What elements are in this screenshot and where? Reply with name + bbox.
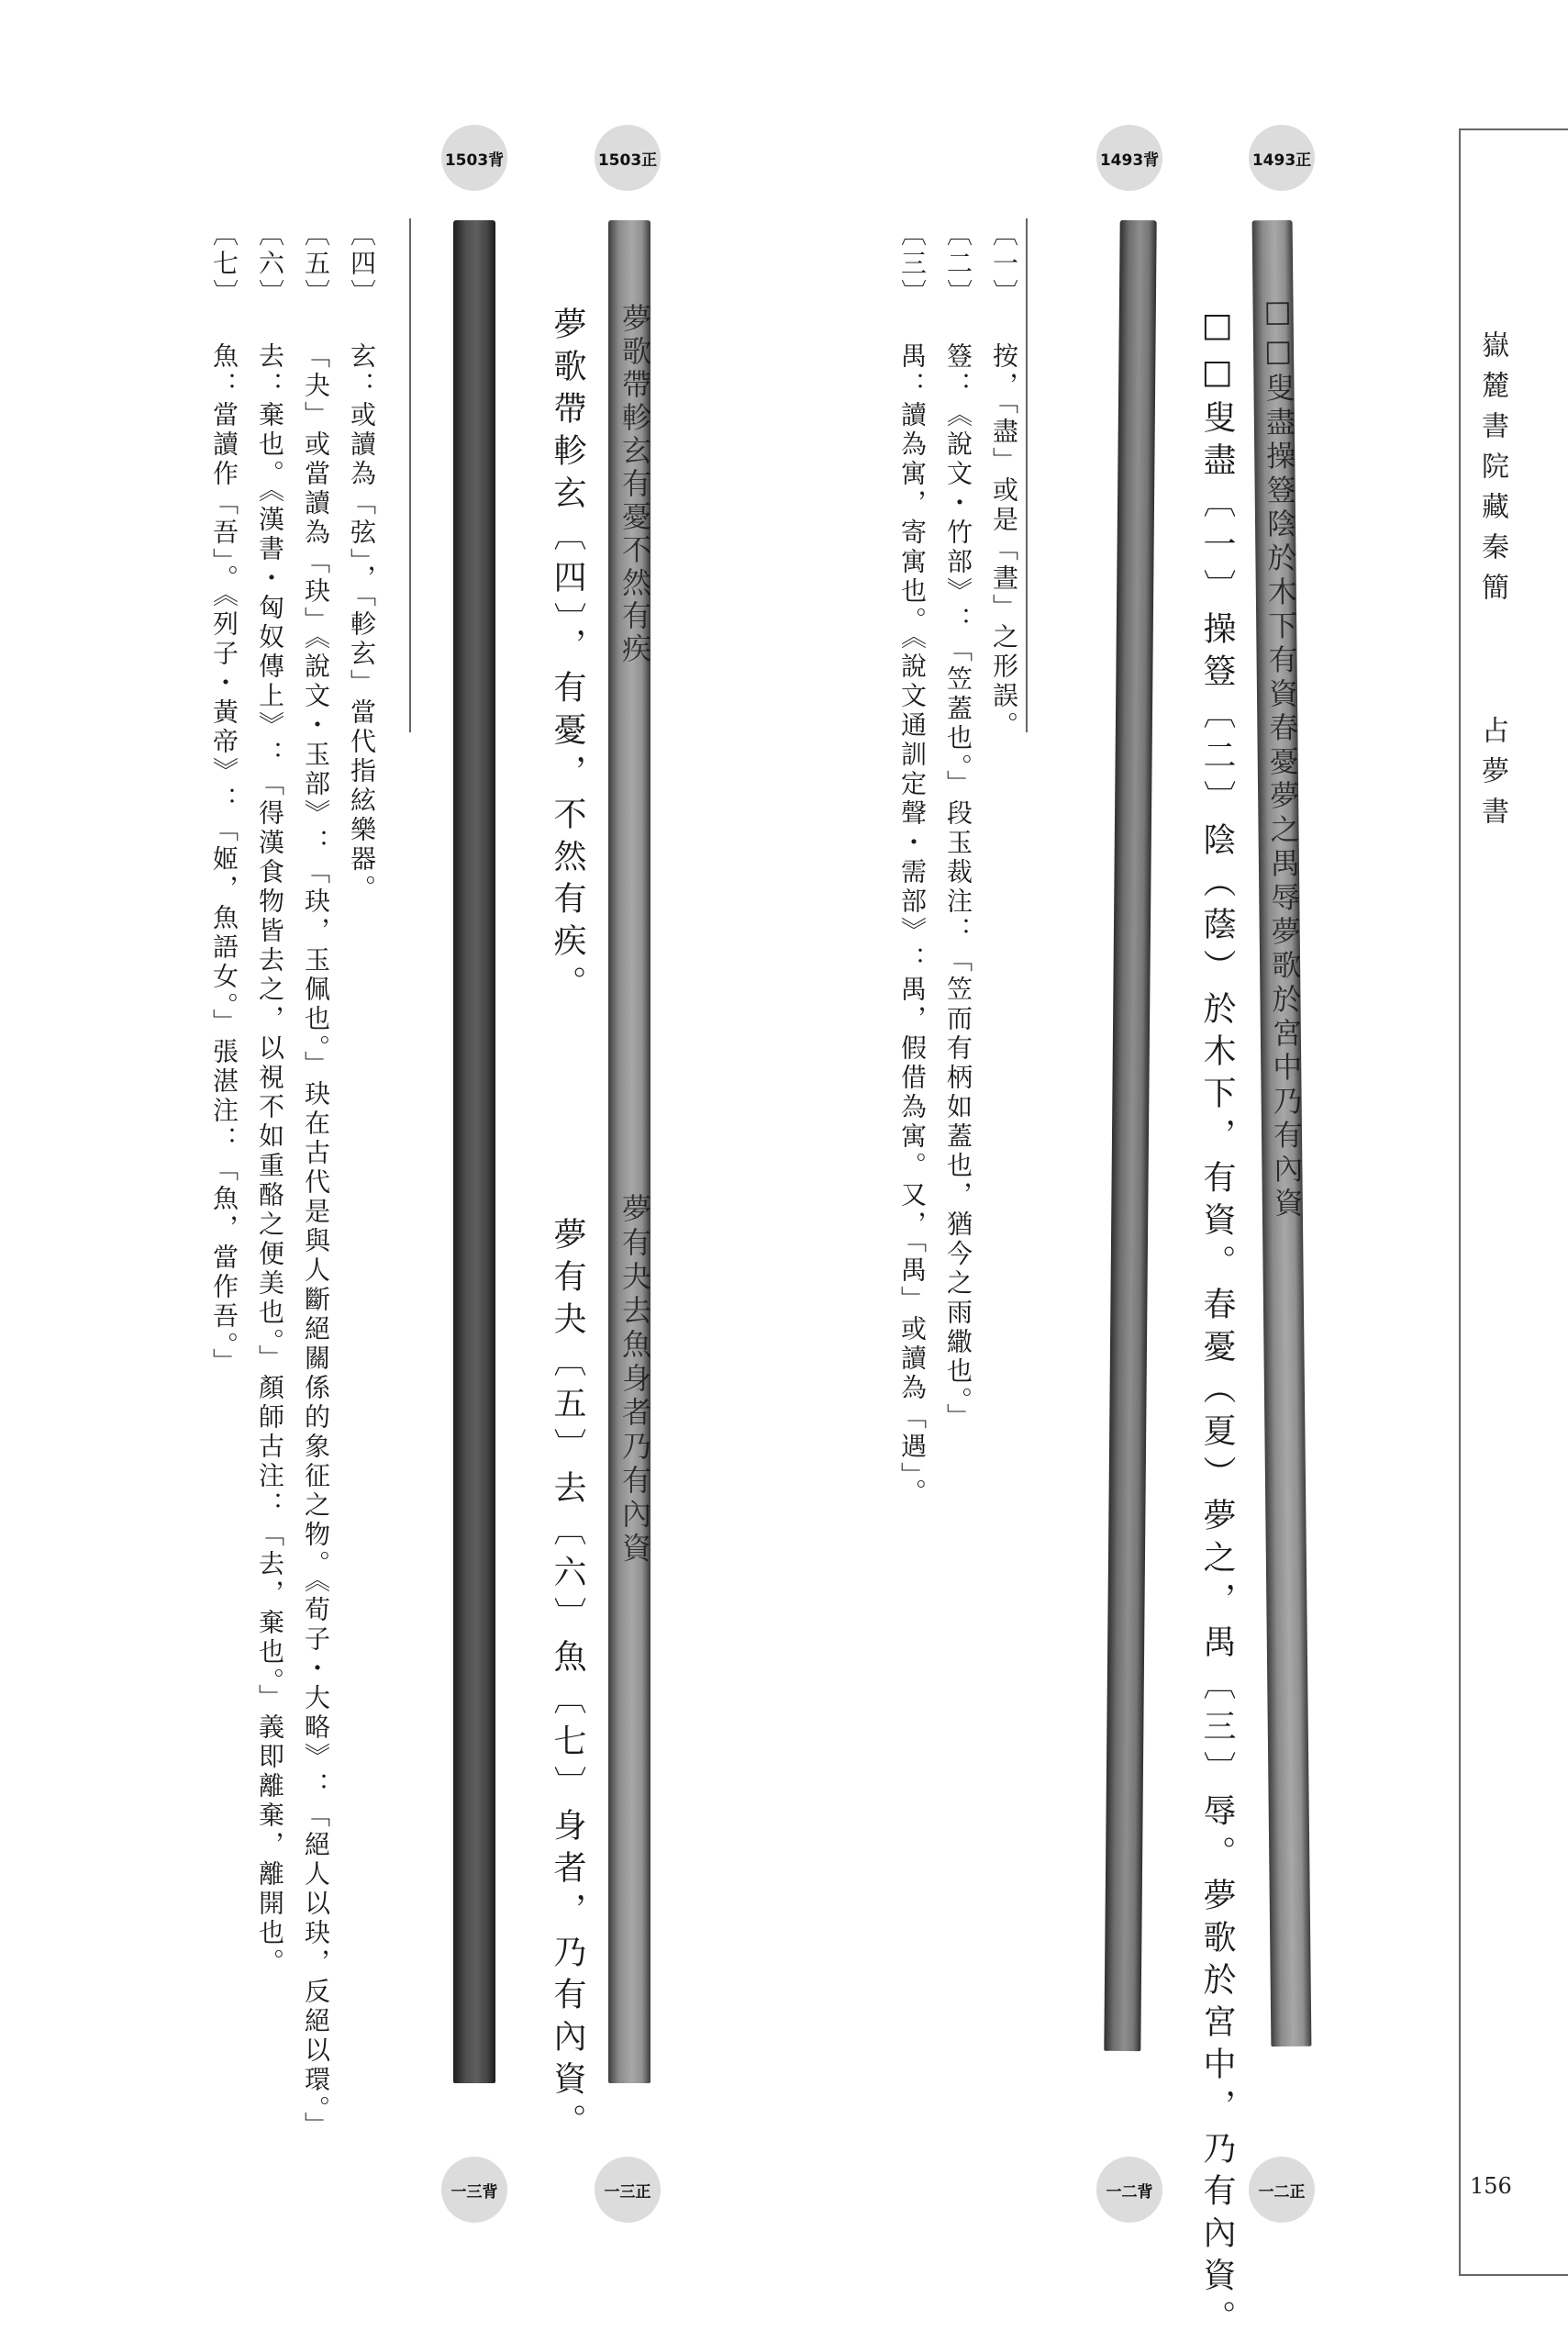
note-3: 〔三〕 禺：讀為寓，寄寓也。《說文通訓定聲・需部》：禺，假借為寓。又，「禺」或讀為「遇」。 [897, 220, 928, 1508]
note-4: 〔四〕 玄：或讀為「弦」，「軫玄」當代指絃樂器。 [347, 220, 377, 904]
note-7: 〔七〕 魚：當讀作「吾」。《列子・黃帝》：「姬，魚語女。」張湛注：「魚，當作吾。」 [209, 220, 239, 1377]
badge-12-back: 一二背 [1096, 2157, 1162, 2223]
slip-1503-front-ink-a: 夢歌帶軫玄有憂不然有疾 [617, 303, 652, 666]
badge-1503-front: 1503正 [595, 125, 661, 191]
note-5: 〔五〕 「夬」或當讀為「玦」《說文・玉部》：「玦，玉佩也。」玦在古代是與人斷絕關係的象征之物。《荀子・大略》：「絕人以玦，反絕以環。」 [301, 220, 331, 2141]
slip-1503-front-photo [608, 220, 651, 2083]
note-2: 〔二〕 簦：《說文・竹部》：「笠蓋也。」段玉裁注：「笠而有柄如蓋也，猶今之雨繖也。」 [943, 220, 973, 1433]
badge-13-back: 一三背 [441, 2157, 507, 2223]
slip-1493-front-ink: □□叟盡操簦陰於木下有資春憂夢之禺辱夢歌於宮中乃有內資 [1260, 293, 1306, 1222]
badge-1493-front: 1493正 [1249, 125, 1315, 191]
slip-1503-back-photo [453, 220, 495, 2083]
badge-1493-back: 1493背 [1096, 125, 1162, 191]
transcription-slip-1493: □□叟盡〔一〕操簦〔二〕陰（蔭）於木下，有資。春憂（夏）夢之，禺〔三〕辱。夢歌於宮中，乃有內資。 [1198, 307, 1236, 2342]
sidebar-divider [1459, 128, 1461, 2276]
transcription-slip-1503-b: 夢有夬〔五〕去〔六〕魚〔七〕身者，乃有內資。 [549, 1217, 586, 2146]
sidebar-top-rule [1459, 128, 1568, 130]
notes-right-rule [1026, 218, 1028, 732]
page-number: 156 [1470, 2173, 1512, 2199]
section-title: 占夢書 [1476, 716, 1508, 837]
book-title: 嶽麓書院藏秦簡 [1476, 330, 1508, 613]
note-6: 〔六〕 去：棄也。《漢書・匈奴傳上》：「得漢食物皆去之，以視不如重酪之便美也。」顏師古注：「去，棄也。」義即離棄，離開也。 [255, 220, 285, 1978]
notes-left-rule [409, 218, 411, 732]
badge-1503-back: 1503背 [441, 125, 507, 191]
slip-1503-front-ink-b: 夢有夬去魚身者乃有內資 [617, 1193, 652, 1567]
badge-13-front: 一三正 [595, 2157, 661, 2223]
badge-12-front: 一二正 [1249, 2157, 1315, 2223]
slip-1493-back-photo [1104, 220, 1156, 2051]
sidebar-bottom-rule [1459, 2274, 1568, 2276]
note-1: 〔一〕 按，「盡」或是「晝」之形誤。 [989, 220, 1019, 741]
slip-1493-front-photo [1252, 220, 1312, 2046]
transcription-slip-1503-a: 夢歌帶軫玄〔四〕，有憂，不然有疾。 [549, 307, 586, 1008]
